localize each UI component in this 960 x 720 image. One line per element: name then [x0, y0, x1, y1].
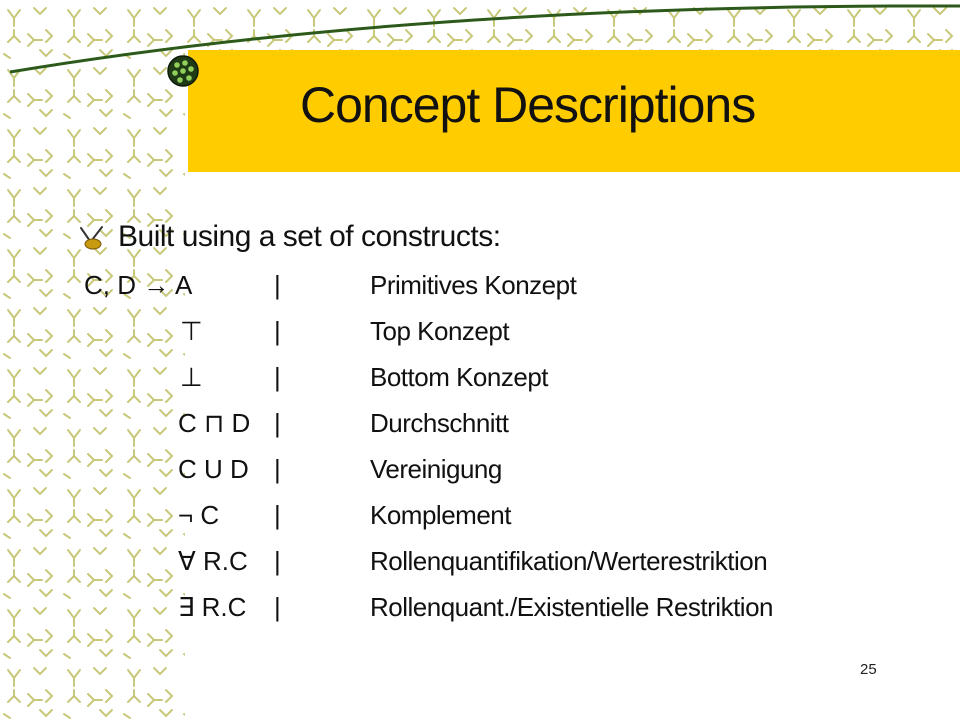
- construct-description: Primitives Konzept: [370, 270, 577, 300]
- construct-symbol: C, D → A: [84, 270, 193, 300]
- construct-symbol: ∀ R.C: [178, 546, 248, 576]
- page-number: 25: [860, 661, 877, 678]
- construct-description: Rollenquantifikation/Werterestriktion: [370, 546, 768, 576]
- slide-title: Concept Descriptions: [300, 77, 756, 133]
- construct-symbol: C ⊓ D: [178, 408, 251, 438]
- construct-separator: |: [274, 408, 281, 438]
- construct-separator: |: [274, 500, 281, 530]
- construct-description: Rollenquant./Existentielle Restriktion: [370, 592, 773, 622]
- construct-symbol: ⊤: [180, 316, 203, 346]
- construct-symbol: ¬ C: [178, 500, 220, 530]
- construct-separator: |: [274, 316, 281, 346]
- construct-description: Top Konzept: [370, 316, 510, 346]
- construct-separator: |: [274, 546, 281, 576]
- construct-description: Durchschnitt: [370, 408, 509, 438]
- construct-symbol: ⊥: [180, 362, 203, 392]
- construct-description: Komplement: [370, 500, 511, 530]
- construct-separator: |: [274, 362, 281, 392]
- construct-symbol: ∃ R.C: [178, 592, 247, 622]
- construct-description: Bottom Konzept: [370, 362, 548, 392]
- construct-description: Vereinigung: [370, 454, 502, 484]
- bullet-line: [78, 220, 501, 254]
- construct-separator: |: [274, 454, 281, 484]
- construct-separator: |: [274, 592, 281, 622]
- bullet-icon: [78, 223, 106, 251]
- logo-ball-icon: [168, 56, 198, 86]
- construct-symbol: C U D: [178, 454, 249, 484]
- construct-separator: |: [274, 270, 281, 300]
- bullet-text: Built using a set of constructs:: [118, 220, 501, 253]
